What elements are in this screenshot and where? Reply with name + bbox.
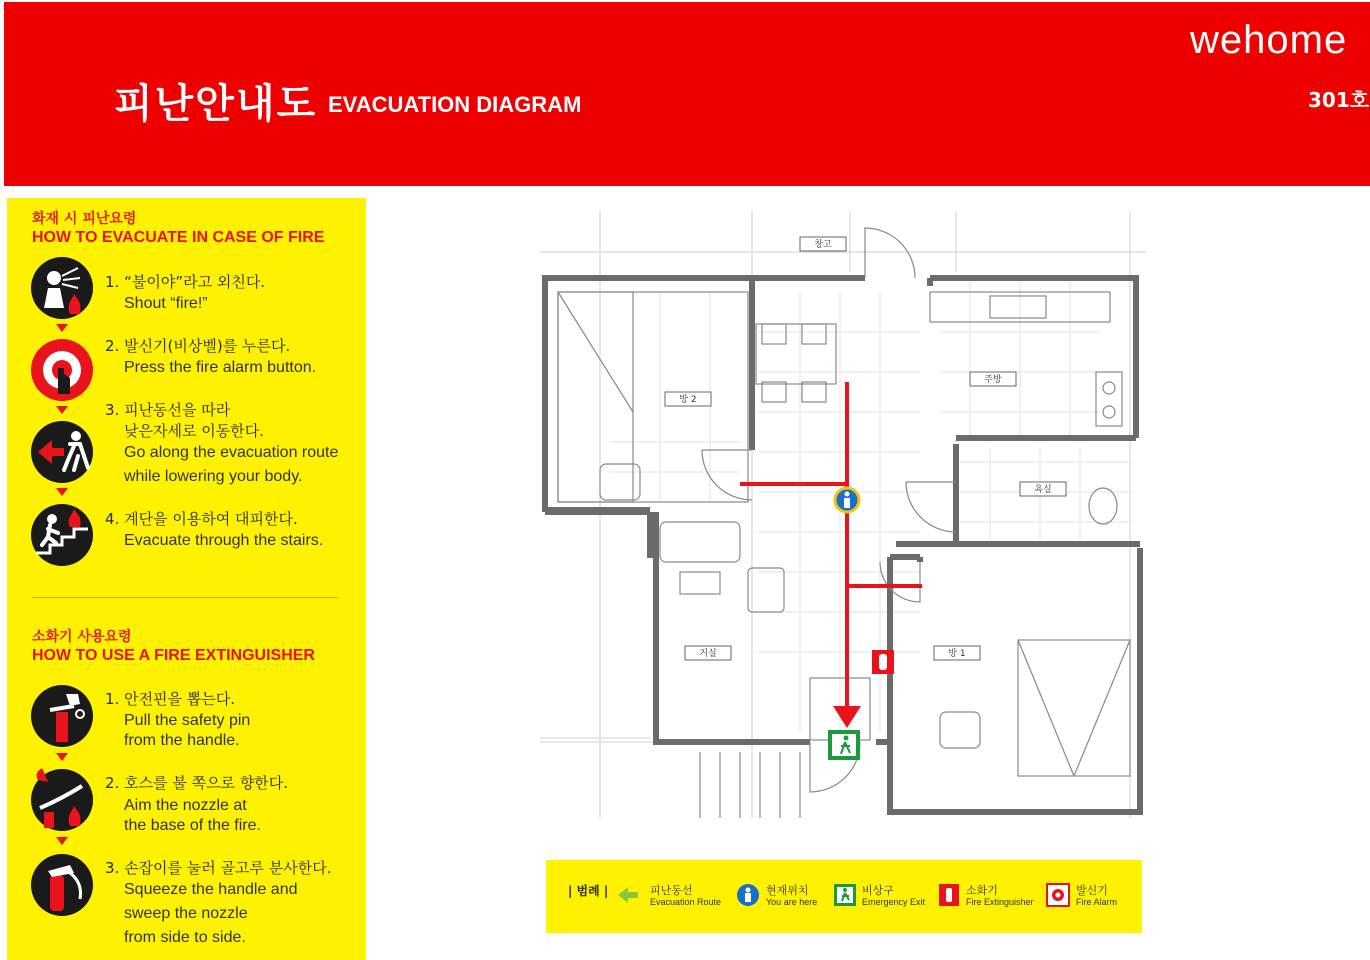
ext-step-3-ko: 3. 손잡이를 눌러 골고루 분사한다. — [105, 859, 332, 877]
ext-step-2-en-line1: Aim the nozzle at — [124, 797, 247, 814]
room-label-storage: 창고 — [814, 240, 832, 250]
fire-extinguisher-icon — [938, 883, 962, 907]
evacuate-heading-ko: 화재 시 피난요령 — [32, 211, 137, 227]
door-arcs — [702, 228, 956, 792]
floor-plan — [540, 212, 1146, 818]
page-title: 피난안내도 — [114, 81, 318, 127]
ext-step-3-en-line3: from side to side. — [124, 929, 246, 946]
route-arrowhead — [833, 706, 861, 728]
page-subtitle: EVACUATION DIAGRAM — [328, 92, 582, 117]
step-arrow — [56, 406, 68, 414]
evac-step-2-ko: 2. 발신기(비상벨)를 누른다. — [105, 337, 291, 355]
instructions-panel — [7, 198, 366, 960]
tile-pattern — [610, 282, 1130, 732]
extinguisher-heading-ko: 소화기 사용요령 — [32, 629, 132, 645]
room-number: 301호 — [1308, 88, 1370, 112]
you-are-here-marker — [835, 488, 859, 512]
room-label-living: 거실 — [699, 649, 717, 659]
header-bar — [4, 2, 1370, 186]
evacuation-route — [740, 382, 922, 714]
emergency-exit-icon — [834, 883, 858, 907]
squeeze-handle-icon — [30, 853, 94, 917]
emergency-exit-marker — [828, 730, 860, 760]
evacuate-heading-en: HOW TO EVACUATE IN CASE OF FIRE — [32, 229, 325, 246]
low-posture-icon — [30, 420, 94, 484]
legend-box — [546, 860, 1142, 933]
legend-alarm-ko: 발신기 — [1076, 884, 1108, 897]
legend-extinguisher-en: Fire Extinguisher — [966, 897, 1034, 907]
legend-here-en: You are here — [766, 897, 818, 907]
legend-route-ko: 피난동선 — [650, 884, 693, 897]
extinguisher-heading-en: HOW TO USE A FIRE EXTINGUISHER — [32, 647, 315, 664]
shout-icon — [30, 256, 94, 320]
evac-step-3-ko: 3. 피난동선을 따라 — [105, 401, 231, 419]
alarm-button-icon — [30, 338, 94, 402]
ext-step-1-en-line2: from the handle. — [124, 732, 240, 749]
step-arrow — [56, 837, 68, 845]
section-divider — [32, 597, 338, 598]
evac-step-2-en: Press the fire alarm button. — [124, 359, 317, 376]
evac-step-1-en: Shout “fire!” — [124, 295, 208, 312]
legend-route-en: Evacuation Route — [650, 897, 722, 907]
ext-step-3-en-line1: Squeeze the handle and — [124, 881, 298, 898]
legend-alarm-en: Fire Alarm — [1076, 897, 1118, 907]
legend-title: | 범례 | — [568, 884, 609, 898]
evac-step-3-en-line1: Go along the evacuation route — [124, 444, 339, 461]
route-arrow-icon — [616, 883, 640, 907]
legend-exit-ko: 비상구 — [862, 884, 894, 897]
legend-exit-en: Emergency Exit — [862, 897, 926, 907]
ext-step-2-en-line2: the base of the fire. — [124, 817, 261, 834]
you-are-here-icon — [736, 883, 760, 907]
ext-step-2-ko: 2. 호스를 불 쪽으로 향한다. — [105, 774, 289, 792]
fire-extinguisher-marker — [872, 650, 894, 674]
fire-alarm-icon — [1046, 883, 1070, 907]
room-label-bathroom: 욕실 — [1034, 485, 1052, 495]
step-arrow — [56, 753, 68, 761]
ext-step-3-en-line2: sweep the nozzle — [124, 905, 248, 922]
evac-step-4-en: Evacuate through the stairs. — [124, 532, 324, 549]
brand-logo: wehome — [1190, 18, 1348, 62]
step-arrow — [56, 488, 68, 496]
evac-step-4-ko: 4. 계단을 이용하여 대피한다. — [105, 510, 298, 528]
legend-extinguisher-ko: 소화기 — [966, 884, 998, 897]
stairs-icon — [30, 503, 94, 567]
evac-step-3-ko-line2: 낮은자세로 이동한다. — [124, 422, 264, 440]
legend-here-ko: 현재위치 — [766, 884, 809, 897]
aim-nozzle-icon — [30, 768, 94, 832]
room-labels — [665, 237, 1066, 660]
evac-step-3-en-line2: while lowering your body. — [124, 468, 303, 485]
step-arrow — [56, 324, 68, 332]
room-label-room2: 방 2 — [679, 395, 697, 405]
ext-step-1-en-line1: Pull the safety pin — [124, 712, 251, 729]
pull-pin-icon — [30, 684, 94, 748]
evac-step-1-ko: 1. “불이야”라고 외친다. — [105, 273, 266, 291]
ext-step-1-ko: 1. 안전핀을 뽑는다. — [105, 690, 236, 708]
room-label-kitchen: 주방 — [984, 375, 1002, 385]
room-label-room1: 방 1 — [948, 649, 966, 659]
